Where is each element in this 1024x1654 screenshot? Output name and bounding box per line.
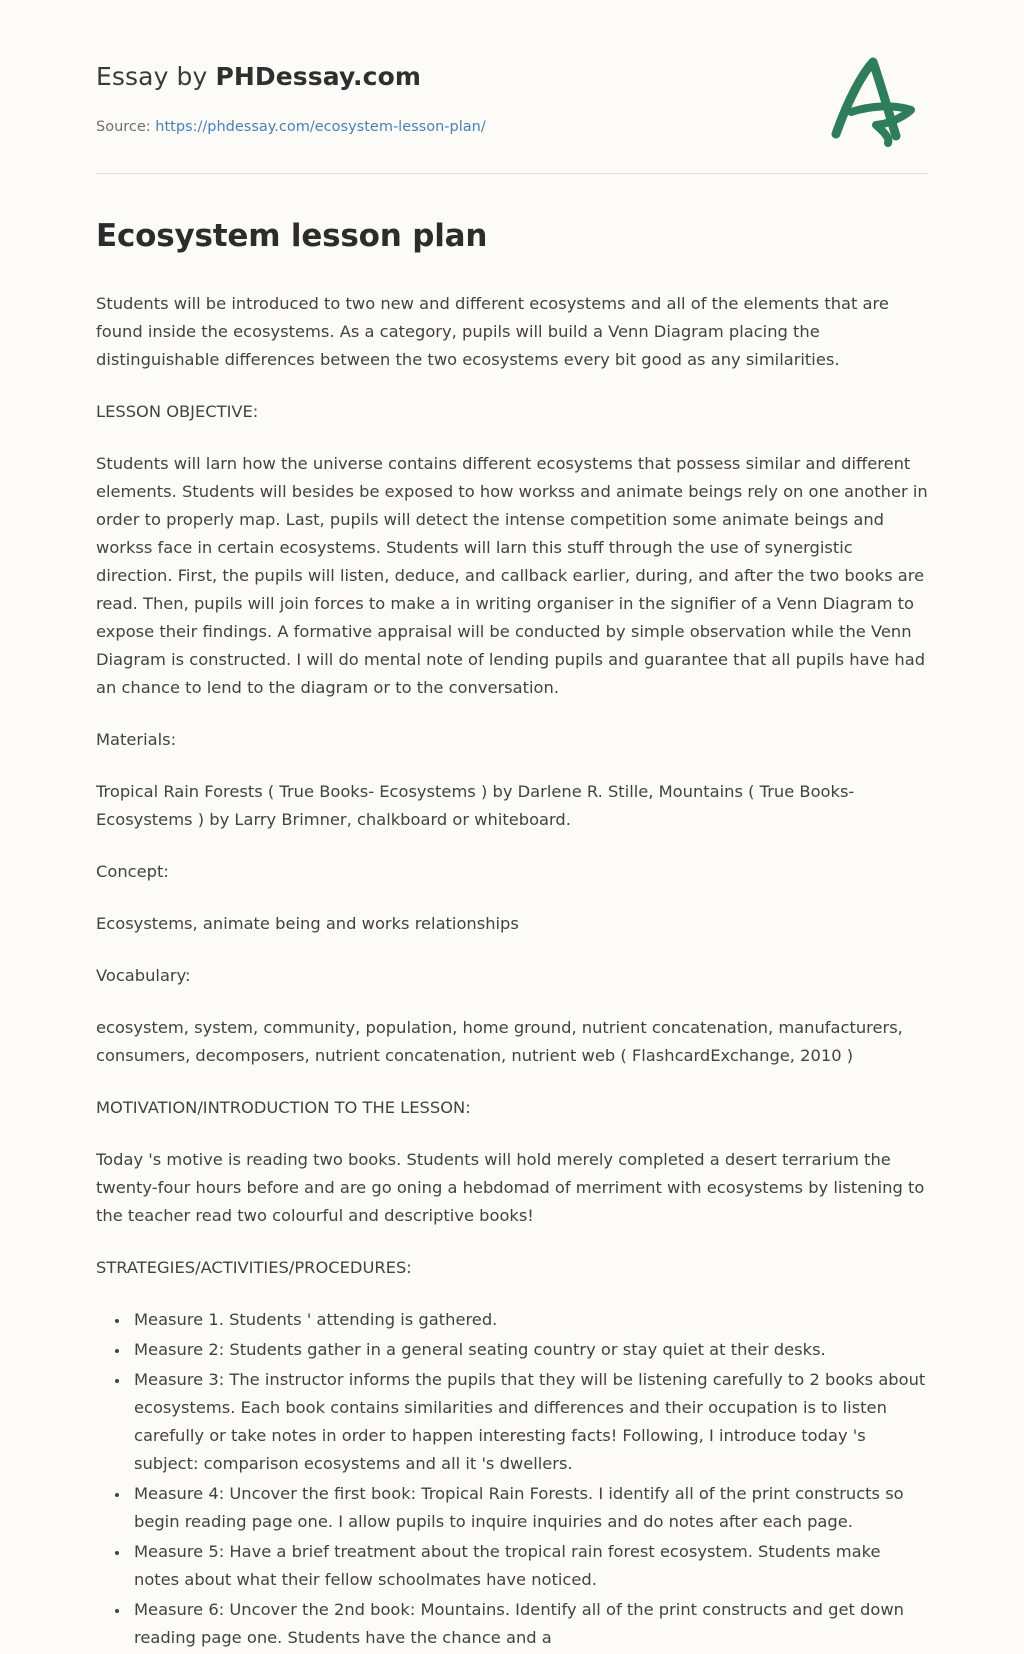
heading-lesson-objective: LESSON OBJECTIVE:	[96, 402, 259, 421]
brand-essay-label: Essay	[96, 62, 169, 91]
heading-strategies: STRATEGIES/ACTIVITIES/PROCEDURES:	[96, 1258, 412, 1277]
heading-motivation: MOTIVATION/INTRODUCTION TO THE LESSON:	[96, 1098, 471, 1117]
header-divider	[96, 173, 928, 174]
steps-list	[96, 1306, 928, 1652]
source-label: Source:	[96, 119, 151, 135]
list-item: • Measure 3: The instructor informs the pupils that they will be listening carefully to 2 books about ecosystems. Each book contains similarities and differences and their occupation is to listen carefully or take notes in order to happen interesting facts! Following, I introduce today 's subject: comparison ecosystems and all it 's dwellers.	[130, 1366, 928, 1478]
list-item: • Measure 2: Students gather in a general seating country or stay quiet at their desks.	[130, 1336, 928, 1364]
brand-by-label: by	[176, 62, 208, 91]
page-header	[0, 0, 1024, 135]
paragraph-motivation-body: Today 's motive is reading two books. Students will hold merely completed a desert terrarium the twenty-four hours before and are go oning a hebdomad of merriment with ecosystems by listening to the teacher read two colourful and descriptive books!	[96, 1150, 925, 1225]
document-body	[96, 290, 928, 1652]
paragraph-intro: Students will be introduced to two new and different ecosystems and all of the elements that are found inside the ecosystems. As a category, pupils will build a Venn Diagram placing the distinguishable differences between the two ecosystems every bit good as any similarities.	[96, 294, 889, 369]
brand	[96, 62, 928, 91]
paragraph-objective-body: Students will larn how the universe contains different ecosystems that possess similar and different elements. Students will besides be exposed to how workss and animate beings rely on one another in order to properly map. Last, pupils will detect the intense competition some animate beings and workss face in certain ecosystems. Students will larn this stuff through the use of synergistic direction. First, the pupils will listen, deduce, and callback earlier, during, and after the two books are read. Then, pupils will join forces to make a in writing organiser in the signifier of a Venn Diagram to expose their findings. A formative appraisal will be conducted by simple observation while the Venn Diagram is constructed. I will do mental note of lending pupils and guarantee that all pupils have had an chance to lend to the diagram or to the conversation.	[96, 454, 928, 697]
paragraph-materials-body: Tropical Rain Forests ( True Books- Ecosystems ) by Darlene R. Stille, Mountains ( True Books-Ecosystems ) by Larry Brimner, chalkboard or whiteboard.	[96, 782, 855, 829]
list-item: • Measure 1. Students ' attending is gathered.	[130, 1306, 928, 1334]
list-item: • Measure 5: Have a brief treatment about the tropical rain forest ecosystem. Students make notes about what their fellow schoolmates have noticed.	[130, 1538, 928, 1594]
heading-materials: Materials:	[96, 730, 177, 749]
list-item: • Measure 6: Uncover the 2nd book: Mountains. Identify all of the print constructs and get down reading page one. Students have the chance and a	[130, 1596, 928, 1652]
source-line	[96, 119, 928, 135]
page-title: Ecosystem lesson plan	[96, 218, 488, 254]
paragraph-concept-body: Ecosystems, animate being and works relationships	[96, 914, 519, 933]
list-item: • Measure 4: Uncover the first book: Tropical Rain Forests. I identify all of the print constructs so begin reading page one. I allow pupils to inquire inquiries and do notes after each page.	[130, 1480, 928, 1536]
phdessay-logo-icon	[818, 52, 928, 147]
heading-concept: Concept:	[96, 862, 169, 881]
heading-vocabulary: Vocabulary:	[96, 966, 191, 985]
source-url-link[interactable]: https://phdessay.com/ecosystem-lesson-plan/	[155, 119, 486, 135]
brand-site-name: PHDessay.com	[215, 62, 421, 91]
paragraph-vocabulary-body: ecosystem, system, community, population, home ground, nutrient concatenation, manufacturers, consumers, decomposers, nutrient concatenation, nutrient web ( FlashcardExchange, 2010 )	[96, 1018, 903, 1065]
